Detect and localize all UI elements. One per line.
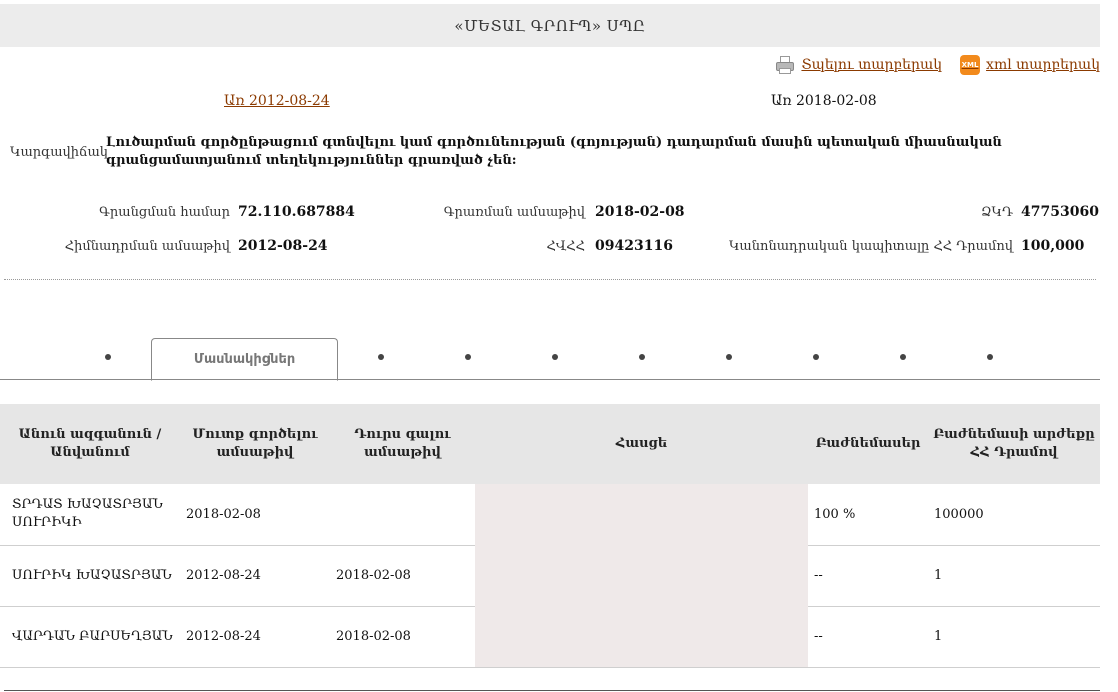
participants-table: [0, 404, 1100, 668]
reg-number-value: 72.110.687884: [238, 204, 355, 220]
date-current: Առ 2018-02-08: [771, 93, 877, 109]
col-header-shares: Բաժնեմասեր: [808, 404, 928, 484]
address-cell-redacted: [475, 484, 808, 667]
share-value: 1: [928, 606, 1100, 667]
capital-label: Կանոնադրական կապիտալը ՀՀ Դրամով: [728, 239, 1013, 254]
tab-dot-9[interactable]: [987, 354, 993, 360]
share-percent: 100 %: [808, 484, 928, 545]
exit-date: 2018-02-08: [330, 606, 475, 667]
exit-date: 2018-02-08: [330, 545, 475, 606]
tabs-baseline: [0, 379, 1100, 380]
share-percent: --: [808, 606, 928, 667]
share-value: 100000: [928, 484, 1100, 545]
printer-icon: [775, 56, 795, 74]
tab-participants-label: Մասնակիցներ: [193, 352, 296, 367]
tab-dot-3[interactable]: [465, 354, 471, 360]
reg-number-label: Գրանցման համար: [99, 205, 230, 220]
exit-date: [330, 484, 475, 545]
page-title: [0, 4, 1100, 47]
participant-name: ՎԱՐԴԱՆ ԲԱՐՍԵՂՅԱՆ: [0, 606, 180, 667]
share-value: 1: [928, 545, 1100, 606]
xml-version-label: xml տարբերակ: [986, 57, 1100, 73]
print-version-link[interactable]: [775, 56, 942, 74]
participant-name: ՏՐԴԱՏ ԽԱՉԱՏՐՅԱՆ ՍՈՒՐԻԿԻ: [0, 484, 180, 545]
col-header-name: Անուն ազգանուն / Անվանում: [0, 404, 180, 484]
founding-date-label: Հիմնադրման ամսաթիվ: [64, 239, 230, 254]
reg-date-value: 2018-02-08: [595, 204, 685, 220]
xml-file-icon: XML: [960, 55, 980, 75]
company-title: «ՄԵՏԱԼ ԳՐՈՒՊ» ՍՊԸ: [454, 16, 646, 35]
entry-date: 2012-08-24: [180, 545, 330, 606]
hvhh-label: ՀՎՀՀ: [546, 239, 585, 254]
xml-version-link[interactable]: [960, 55, 1100, 75]
status-label: Կարգավիճակ: [10, 145, 108, 160]
entry-date: 2018-02-08: [180, 484, 330, 545]
tab-dot-8[interactable]: [900, 354, 906, 360]
hvhh-value: 09423116: [595, 238, 673, 254]
bottom-divider: [4, 690, 1100, 691]
tab-participants[interactable]: [151, 338, 338, 381]
export-links: [775, 55, 1100, 75]
section-divider: [4, 279, 1096, 280]
col-header-exit-date: Դուրս գալու ամսաթիվ: [330, 404, 475, 484]
capital-value: 100,000: [1021, 238, 1085, 254]
entry-date: 2012-08-24: [180, 606, 330, 667]
participant-name: ՍՈՒՐԻԿ ԽԱՉԱՏՐՅԱՆ: [0, 545, 180, 606]
founding-date-value: 2012-08-24: [238, 238, 328, 254]
tab-dot-2[interactable]: [378, 354, 384, 360]
tab-dot-5[interactable]: [639, 354, 645, 360]
tab-dot-4[interactable]: [552, 354, 558, 360]
table-row: [0, 484, 1100, 545]
share-percent: --: [808, 545, 928, 606]
status-text: Լուծարման գործընթացում գտնվելու կամ գործունեության (գոյության) դադարման մասին պետական միասնական գրանցամատյանում տեղեկություններ գրառված չեն:: [106, 135, 1002, 168]
date-link-previous[interactable]: Առ 2012-08-24: [224, 93, 330, 109]
col-header-address: Հասցե: [475, 404, 808, 484]
col-header-entry-date: Մուտք գործելու ամսաթիվ: [180, 404, 330, 484]
table-header-row: [0, 404, 1100, 484]
tin-value: 47753060: [1021, 204, 1099, 220]
col-header-share-value: Բաժնեմասի արժեքը ՀՀ Դրամով: [928, 404, 1100, 484]
reg-date-label: Գրառման ամսաթիվ: [443, 205, 585, 220]
tin-label: ՁԿԴ: [981, 205, 1013, 220]
tab-dot-6[interactable]: [726, 354, 732, 360]
tab-dot-7[interactable]: [813, 354, 819, 360]
tab-dot-1[interactable]: [105, 354, 111, 360]
print-version-label: Տպելու տարբերակ: [801, 57, 943, 73]
